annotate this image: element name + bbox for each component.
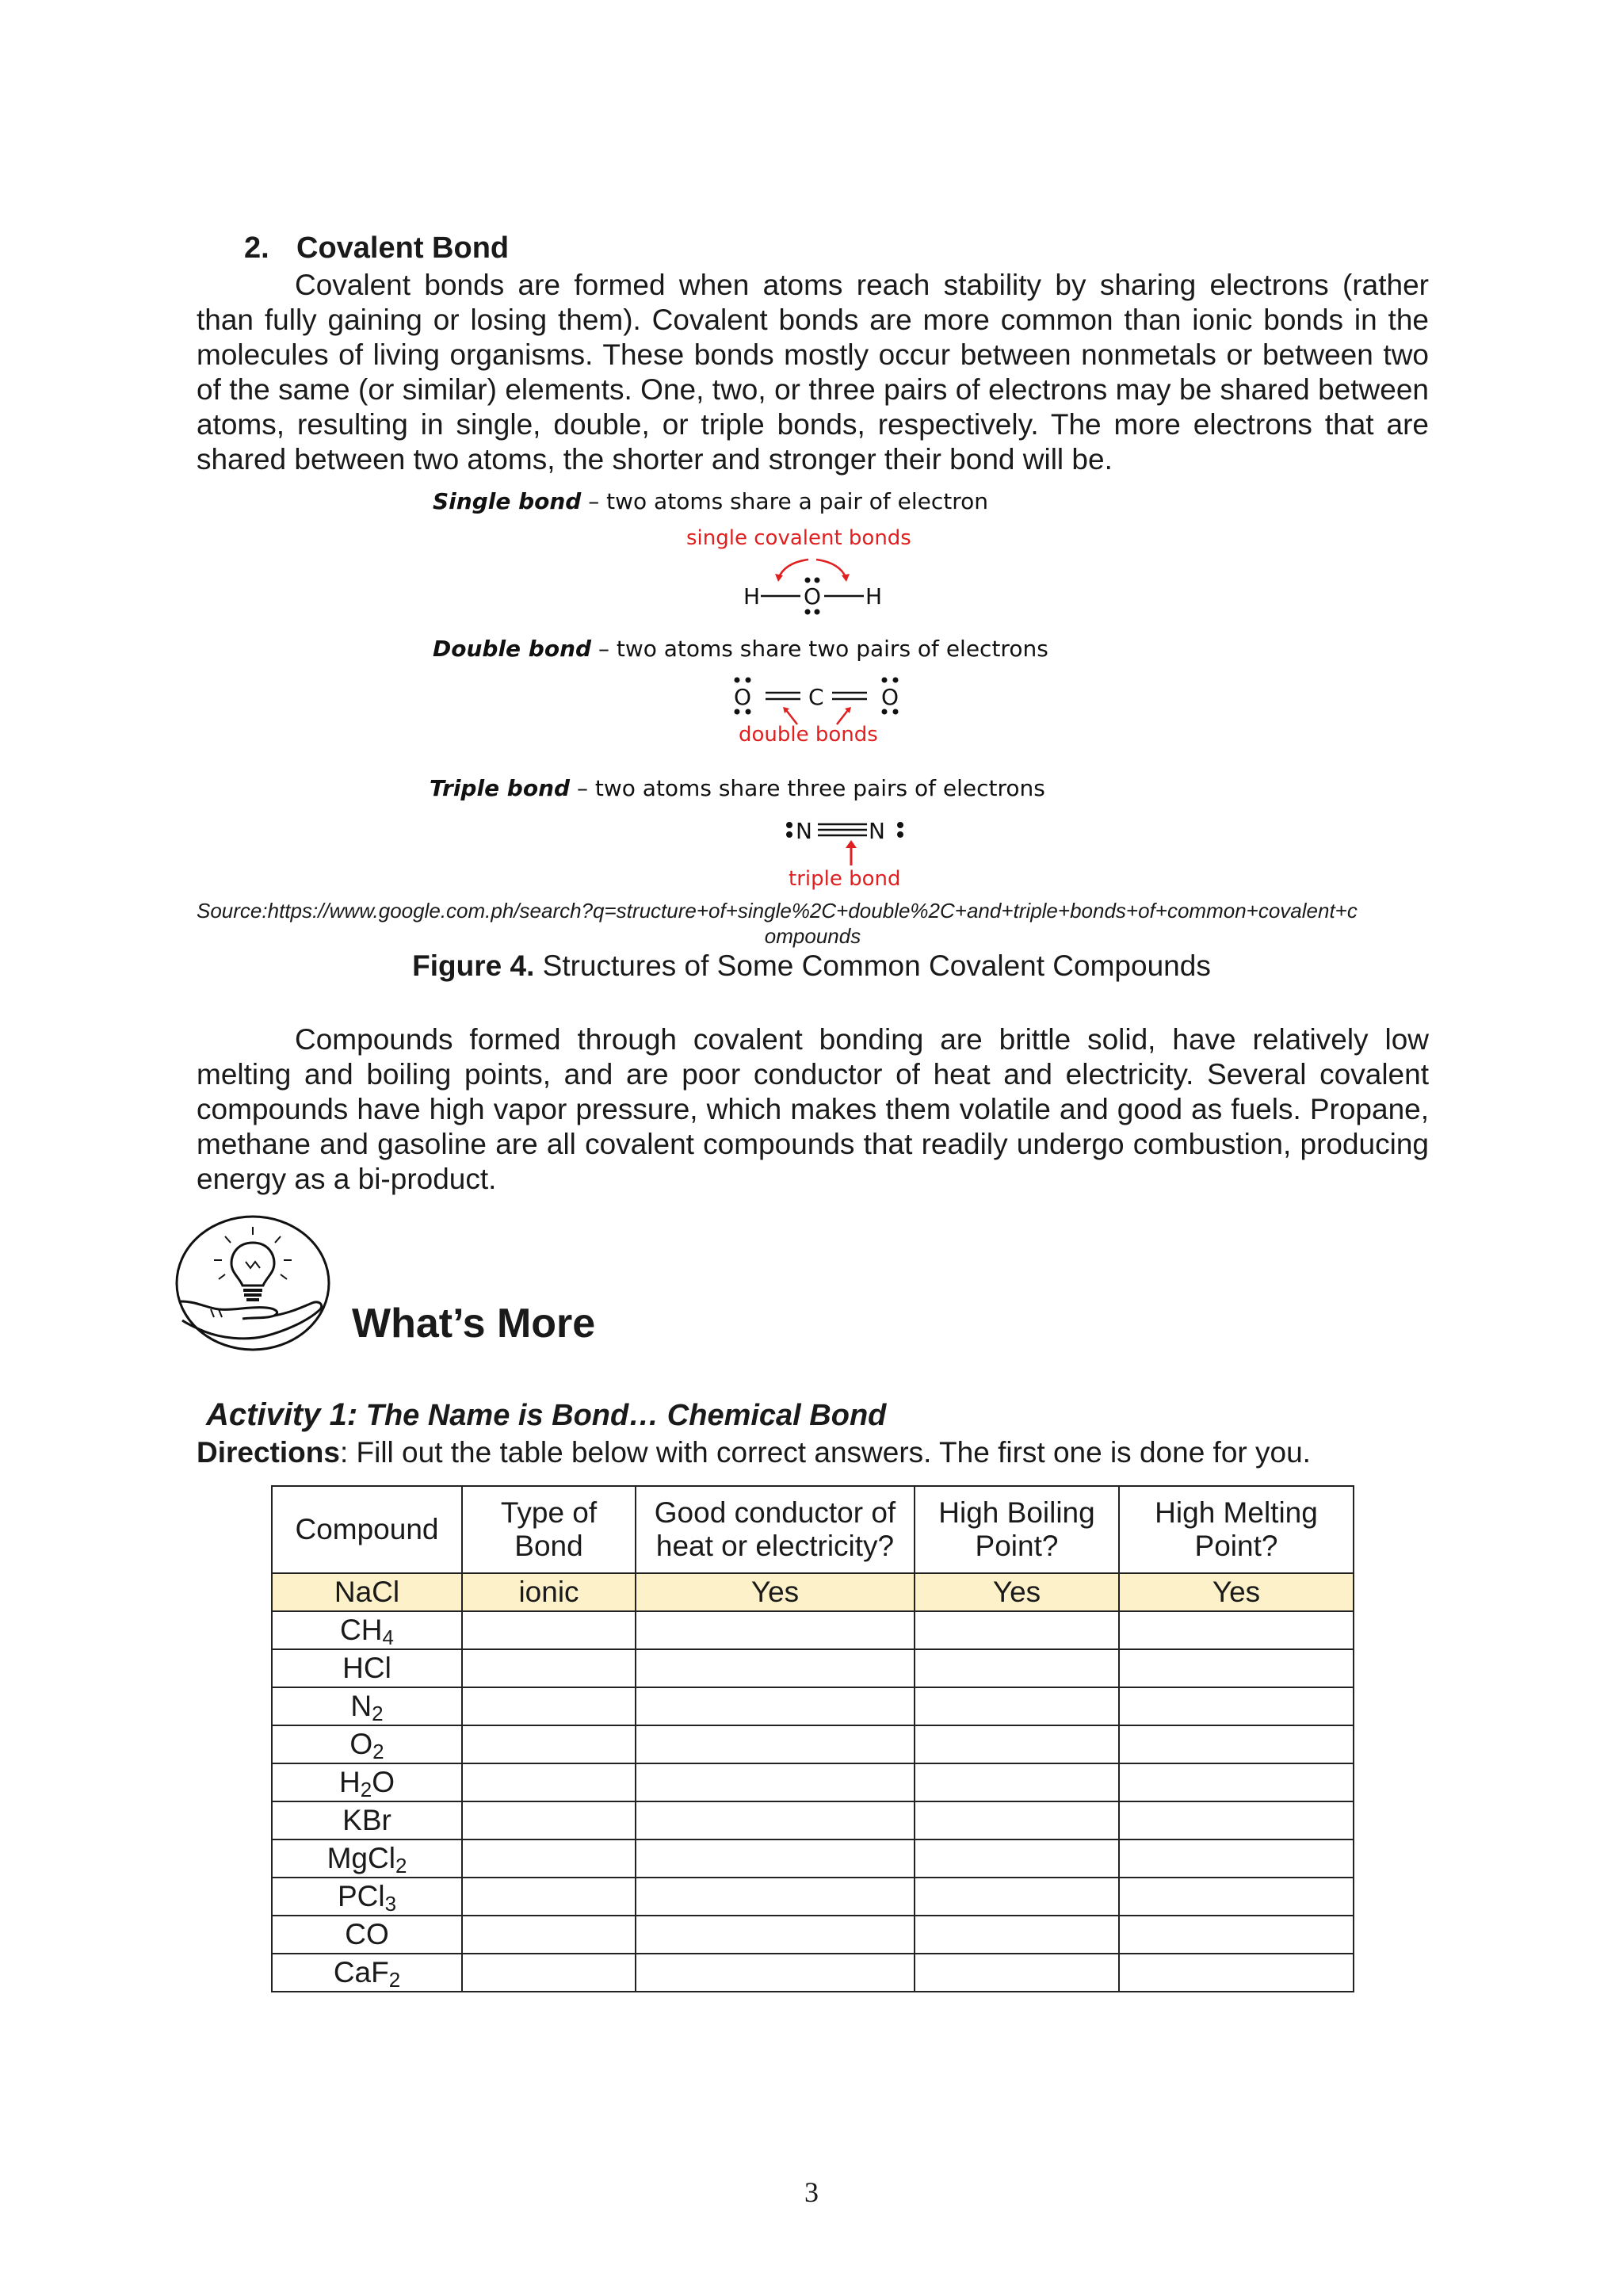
cell-compound [272,1839,462,1878]
lone-pair-dot [897,831,903,838]
single-bond-note: single covalent bonds [686,526,911,550]
lone-pair-dot [805,609,811,615]
cell-compound [272,1687,462,1725]
single-bond-label [433,488,988,514]
lone-pair-dot [746,678,751,683]
caption-label: Figure 4. [412,949,535,982]
cell-boiling-point[interactable] [915,1801,1119,1839]
cell-type-of-bond[interactable] [462,1611,636,1649]
figure-caption [0,949,1623,983]
cell-type-of-bond[interactable] [462,1725,636,1763]
compound-formula-base: PCl [337,1880,385,1912]
cell-compound [272,1954,462,1992]
header-compound: Compound [272,1486,462,1573]
single-bond-desc: – two atoms share a pair of electron [581,488,989,514]
arrowhead-up [846,840,857,848]
cell-type-of-bond: ionic [462,1573,636,1611]
cell-type-of-bond[interactable] [462,1649,636,1687]
compound-formula-base: N [350,1690,372,1722]
cell-boiling-point[interactable] [915,1611,1119,1649]
arrowhead-left [775,574,783,582]
cell-boiling-point[interactable] [915,1839,1119,1878]
table-row [272,1611,1354,1649]
compound-formula-subscript: 2 [372,1702,384,1725]
cell-compound [272,1611,462,1649]
lightbulb-hand-icon [173,1213,333,1354]
source-line-1: Source:https://www.google.com.ph/search?q=structure+of+single%2C+double%2C+and+triple+bonds+of+common+covalent+c [197,899,1358,923]
table-row [272,1916,1354,1954]
cell-compound [272,1649,462,1687]
cell-conductor[interactable] [636,1725,915,1763]
water-structure [729,547,903,618]
atom-n-right: N [869,818,885,844]
lone-pair-dot [815,609,820,615]
cell-type-of-bond[interactable] [462,1801,636,1839]
cell-conductor[interactable] [636,1763,915,1801]
cell-melting-point[interactable] [1119,1878,1354,1916]
atom-c: C [808,684,824,710]
triple-bond-note: triple bond [789,867,901,891]
cell-melting-point[interactable] [1119,1839,1354,1878]
compound-formula-subscript: 4 [382,1626,394,1649]
table-row [272,1839,1354,1878]
cell-boiling-point[interactable] [915,1649,1119,1687]
section-title: Covalent Bond [296,231,510,265]
directions [197,1436,1311,1469]
atom-o: O [804,583,822,609]
paragraph-covalent-properties: Compounds formed through covalent bonding are brittle solid, have relatively low melting and boiling points, and are poor conductor of heat and electricity. Several covalent compounds have high vapor pressure, which makes them volatile and good as fuels. Propane, methane and gasoline are all covalent compounds that readily undergo combustion, producing energy as a bi-product. [197,1023,1429,1195]
figure-source [197,898,1429,949]
activity-label: Activity 1: [206,1397,358,1432]
triple-bond-term: Triple bond [430,775,571,801]
single-bond-term: Single bond [433,488,582,514]
table-row [272,1878,1354,1916]
cell-compound: NaCl [272,1573,462,1611]
cell-type-of-bond[interactable] [462,1878,636,1916]
cell-conductor[interactable] [636,1839,915,1878]
compound-formula-base: CH [340,1614,383,1646]
cell-melting-point[interactable] [1119,1801,1354,1839]
compound-formula-base: H [339,1766,361,1798]
cell-boiling-point: Yes [915,1573,1119,1611]
cell-boiling-point[interactable] [915,1687,1119,1725]
double-bond-term: Double bond [433,636,592,662]
triple-bond-label [430,775,1045,801]
cell-conductor: Yes [636,1573,915,1611]
table-row [272,1649,1354,1687]
table-row [272,1763,1354,1801]
compound-formula-tail: O [372,1766,395,1798]
directions-text: : Fill out the table below with correct answers. The first one is done for you. [339,1436,1311,1469]
double-bond-desc: – two atoms share two pairs of electrons [591,636,1048,662]
cell-type-of-bond[interactable] [462,1916,636,1954]
lone-pair-dot [786,822,792,828]
double-bond-note: double bonds [739,723,878,747]
lone-pair-dot [786,831,792,838]
whats-more-title: What’s More [352,1301,596,1347]
table-row [272,1725,1354,1763]
compound-formula-base: MgCl [327,1842,395,1874]
directions-label: Directions [197,1436,340,1469]
compound-formula-base: HCl [342,1652,391,1684]
cell-type-of-bond[interactable] [462,1763,636,1801]
co2-structure [713,672,919,729]
lone-pair-dot [882,678,888,683]
compound-formula-base: O [349,1728,373,1760]
compound-rows [272,1611,1354,1992]
cell-compound [272,1725,462,1763]
cell-boiling-point[interactable] [915,1916,1119,1954]
double-bond-label [433,636,1048,662]
cell-melting-point[interactable] [1119,1649,1354,1687]
cell-compound [272,1763,462,1801]
arrowhead-right [842,574,850,582]
lone-pair-dot [805,578,811,583]
activity-title: The Name is Bond… Chemical Bond [357,1399,887,1432]
cell-conductor[interactable] [636,1611,915,1649]
cell-conductor[interactable] [636,1801,915,1839]
page-number: 3 [804,2176,819,2208]
compound-formula-base: CO [345,1918,389,1950]
atom-n-left: N [796,818,812,844]
compound-formula-subscript: 2 [372,1740,384,1763]
caption-text: Structures of Some Common Covalent Compounds [534,949,1211,982]
paragraph-covalent-intro: Covalent bonds are formed when atoms reach stability by sharing electrons (rather than fully gaining or losing them). Covalent bonds are more common than ionic bonds in the molecules of living organisms. These bonds mostly occur between nonmetals or between two of the same (or similar) elements. One, two, or three pairs of electrons may be shared between atoms, resulting in single, double, or triple bonds, respectively. The more electrons that are shared between two atoms, the shorter and stronger their bond will be. [197,269,1429,476]
cell-conductor[interactable] [636,1954,915,1992]
cell-melting-point[interactable] [1119,1687,1354,1725]
cell-boiling-point[interactable] [915,1763,1119,1801]
activity-heading [206,1397,886,1433]
cell-type-of-bond[interactable] [462,1839,636,1878]
atom-o-left: O [734,684,752,710]
table-row [272,1801,1354,1839]
atom-h-right: H [865,583,883,609]
cell-type-of-bond[interactable] [462,1954,636,1992]
compound-formula-subscript: 3 [384,1892,397,1916]
cell-melting-point[interactable] [1119,1611,1354,1649]
cell-melting-point[interactable] [1119,1763,1354,1801]
arrow-left [778,560,808,579]
cell-melting-point[interactable] [1119,1954,1354,1992]
header-boiling-point: High Boiling Point? [915,1486,1119,1573]
header-melting-point: High Melting Point? [1119,1486,1354,1573]
compound-formula-subscript: 2 [388,1968,401,1992]
compound-formula-base: CaF [333,1956,389,1988]
cell-melting-point: Yes [1119,1573,1354,1611]
cell-type-of-bond[interactable] [462,1687,636,1725]
section-number: 2. [244,231,269,265]
lone-pair-dot [735,678,740,683]
cell-melting-point[interactable] [1119,1725,1354,1763]
n2-structure [781,816,908,867]
cell-conductor[interactable] [636,1649,915,1687]
compound-formula-subscript: 2 [395,1854,407,1878]
source-line-2: ompounds [764,924,861,948]
compound-formula-subscript: 2 [360,1778,372,1801]
lone-pair-dot [897,822,903,828]
table-row [272,1954,1354,1992]
cell-compound [272,1916,462,1954]
cell-conductor[interactable] [636,1916,915,1954]
cell-compound [272,1878,462,1916]
cell-melting-point[interactable] [1119,1916,1354,1954]
compound-formula-base: KBr [342,1804,391,1836]
triple-bond-desc: – two atoms share three pairs of electrons [570,775,1045,801]
table-row [272,1687,1354,1725]
cell-conductor[interactable] [636,1687,915,1725]
header-type-of-bond: Type of Bond [462,1486,636,1573]
cell-boiling-point[interactable] [915,1725,1119,1763]
cell-boiling-point[interactable] [915,1954,1119,1992]
cell-boiling-point[interactable] [915,1878,1119,1916]
atom-h-left: H [743,583,761,609]
table-row-example [272,1573,1354,1611]
chemical-bond-table [271,1485,1354,1992]
cell-conductor[interactable] [636,1878,915,1916]
section-heading [244,231,509,266]
header-conductor: Good conductor of heat or electricity? [636,1486,915,1573]
lone-pair-dot [893,678,899,683]
atom-o-right: O [881,684,899,710]
cell-compound [272,1801,462,1839]
lone-pair-dot [815,578,820,583]
